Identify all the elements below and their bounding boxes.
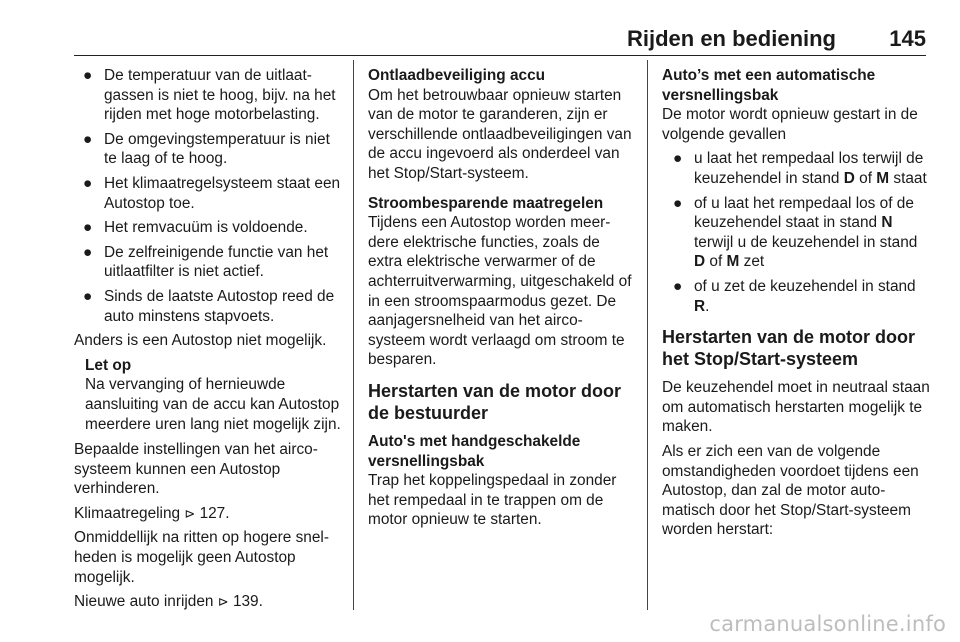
reference-arrow-icon: ⊳ bbox=[184, 505, 196, 521]
gear-position-r: R bbox=[694, 297, 706, 315]
reference-page: 139. bbox=[232, 593, 263, 611]
reference-page: 127. bbox=[199, 504, 230, 522]
note-box bbox=[74, 356, 346, 434]
section-heading: Auto's met handgeschakelde versnellingsbak bbox=[368, 432, 581, 470]
chapter-title: Rijden en bediening bbox=[626, 26, 836, 51]
paragraph: Trap het koppelingspedaal in zonder het rempedaal in te trappen om de motor opnieuw te starten. bbox=[368, 472, 617, 529]
list-item-text: De omgevingstemperatuur is niet te laag of te hoog. bbox=[104, 130, 330, 168]
column-3 bbox=[662, 66, 930, 545]
page-header bbox=[74, 0, 926, 60]
paragraph: Onmiddellijk na ritten op hogere snelheden is mogelijk geen Autostop mogelijk. bbox=[74, 529, 329, 586]
text-fragment: . bbox=[705, 297, 710, 315]
paragraph: Als er zich een van de volgende omstandigheden voordoet tijdens een Autostop, dan zal de motor automatisch door het Stop/Start-systeem worden herstart: bbox=[662, 442, 919, 539]
gear-position-n: N bbox=[881, 214, 893, 232]
text-fragment: of u laat het rempedaal los of de keuzehendel staat in stand bbox=[694, 194, 914, 232]
paragraph: De motor wordt opnieuw gestart in de volgende gevallen bbox=[662, 106, 918, 143]
text-fragment: of u zet de keuzehendel in stand bbox=[694, 277, 916, 295]
reference-arrow-icon: ⊳ bbox=[217, 594, 229, 610]
bullet-icon: ● bbox=[673, 277, 683, 295]
paragraph: De keuzehendel moet in neutraal staan om automatisch herstarten mogelijk te maken. bbox=[662, 379, 930, 436]
restart-list bbox=[662, 149, 930, 316]
watermark: carmanualsonline.info bbox=[709, 612, 946, 636]
note-heading: Let op bbox=[85, 356, 132, 374]
gear-position-d: D bbox=[694, 253, 706, 271]
bullet-icon: ● bbox=[83, 130, 93, 148]
section-heading: Stroombesparende maatregelen bbox=[368, 194, 604, 212]
gear-position-m: M bbox=[726, 253, 740, 271]
bullet-icon: ● bbox=[673, 150, 683, 168]
note-text: Na vervanging of hernieuwde aansluiting van de accu kan Autostop meerdere uren lang niet mogelijk zijn. bbox=[85, 376, 341, 433]
paragraph: Anders is een Autostop niet mogelijk. bbox=[74, 332, 327, 350]
reference-text: Nieuwe auto inrijden bbox=[74, 593, 214, 611]
column-divider-1 bbox=[353, 60, 354, 610]
bullet-icon: ● bbox=[83, 287, 93, 305]
cross-reference[interactable] bbox=[74, 504, 346, 524]
text-fragment: terwijl u de keuzehendel in stand bbox=[694, 233, 918, 251]
cross-reference[interactable] bbox=[74, 592, 346, 612]
bullet-icon: ● bbox=[83, 67, 93, 84]
paragraph: Tijdens een Autostop worden meerdere elektrische functies, zoals de extra elektrische verwarmer of de achterruitverwarming, uitgeschakeld of in een stroomspaarmodus gezet. De aanjagersnelheid van het aircosysteem wordt verlaagd om stroom te besparen. bbox=[368, 214, 632, 369]
list-item bbox=[74, 66, 346, 125]
text-fragment: of bbox=[859, 169, 872, 187]
page-number: 145 bbox=[889, 26, 926, 51]
bullet-icon: ● bbox=[83, 219, 93, 237]
list-item bbox=[74, 174, 346, 213]
list-item bbox=[74, 243, 346, 282]
list-item-text: Het remvacuüm is voldoende. bbox=[104, 219, 308, 237]
list-item-text: Sinds de laatste Autostop reed de auto minstens stapvoets. bbox=[104, 287, 335, 325]
text-fragment: staat bbox=[893, 169, 927, 187]
list-item bbox=[662, 194, 930, 272]
paragraph: Om het betrouwbaar opnieuw starten van de motor te garanderen, zijn er verschillende ontlaadbeveiligingen van de accu ingevoerd als onderdeel van het Stop/Start-systeem. bbox=[368, 86, 632, 182]
list-item bbox=[74, 218, 346, 238]
text-fragment: zet bbox=[743, 253, 765, 271]
reference-text: Klimaatregeling bbox=[74, 504, 181, 522]
column-divider-2 bbox=[647, 60, 648, 610]
section-heading: Auto’s met een automatische versnellingsbak bbox=[662, 67, 876, 104]
text-fragment: u laat het rempedaal los terwijl de keuzehendel in stand bbox=[694, 150, 924, 187]
list-item-text: Het klimaatregelsysteem staat een Autostop toe. bbox=[104, 174, 341, 212]
chapter-heading: Herstarten van de motor door het Stop/Start-systeem bbox=[662, 327, 916, 370]
conditions-list bbox=[74, 66, 346, 326]
text-fragment: of bbox=[709, 253, 723, 271]
list-item bbox=[74, 130, 346, 169]
section-heading: Ontlaadbeveiliging accu bbox=[368, 67, 546, 84]
list-item-text: De zelfreinigende functie van het uitlaatfilter is niet actief. bbox=[104, 243, 329, 281]
list-item bbox=[662, 149, 930, 188]
bullet-icon: ● bbox=[83, 174, 93, 192]
bullet-icon: ● bbox=[83, 243, 93, 261]
list-item bbox=[74, 287, 346, 326]
bullet-icon: ● bbox=[673, 194, 683, 212]
paragraph: Bepaalde instellingen van het aircosysteem kunnen een Autostop verhinderen. bbox=[74, 441, 318, 498]
list-item-text: De temperatuur van de uitlaatgassen is niet te hoog, bijv. na het rijden met hoge motorbelasting. bbox=[104, 67, 336, 124]
column-1 bbox=[74, 66, 346, 617]
header-rule bbox=[74, 55, 926, 56]
gear-position-m: M bbox=[876, 169, 890, 187]
column-2 bbox=[368, 66, 634, 535]
chapter-heading: Herstarten van de motor door de bestuurder bbox=[368, 380, 622, 423]
list-item bbox=[662, 277, 930, 316]
gear-position-d: D bbox=[843, 169, 855, 187]
